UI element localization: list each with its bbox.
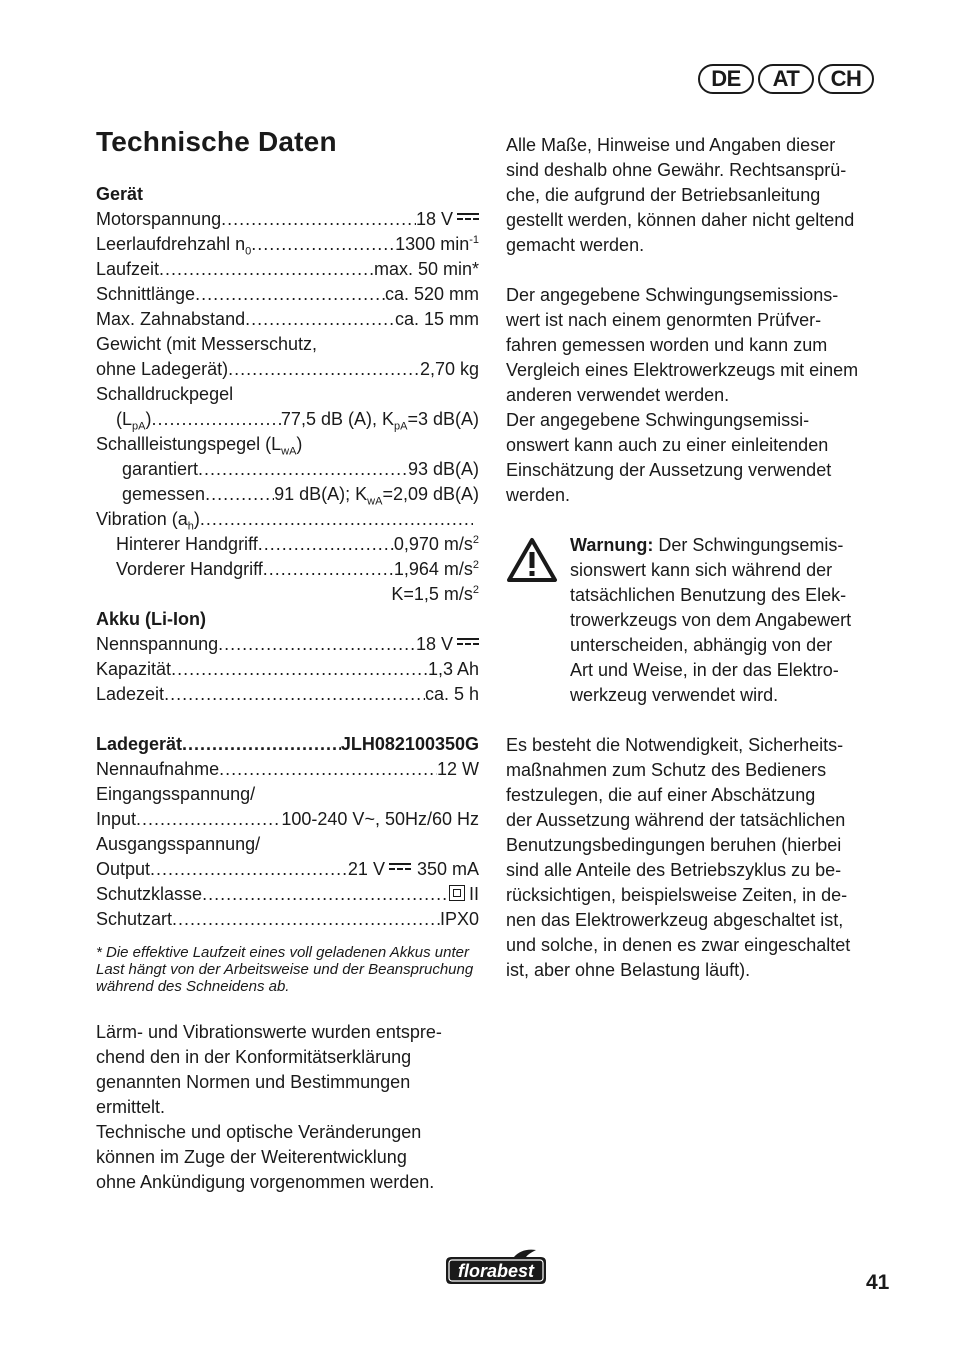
left-column: [96, 182, 479, 1195]
spec-label: ohne Ladegerät): [96, 359, 229, 379]
leader-dots: [200, 507, 473, 532]
spec-value: 1300 $\min^{-1}$: [395, 234, 479, 254]
spec-label: Nennaufnahme: [96, 759, 220, 779]
spec-label: Hinterer Handgriff: [116, 534, 258, 554]
spec-row-ladezeit: [96, 682, 479, 707]
spec-value: 100-240 V~, 50Hz/60 Hz: [281, 809, 479, 829]
leader-dots: [205, 482, 274, 507]
spec-label: Kapazität: [96, 659, 172, 679]
spec-label: Vibration $(a_h)$: [96, 509, 200, 533]
leader-dots: [164, 682, 425, 707]
spec-row-motorspannung: [96, 207, 479, 232]
warning-block: [506, 533, 890, 708]
spec-row-vorderer-handgriff: [96, 557, 479, 582]
spec-value: 2,70 kg: [419, 359, 479, 379]
spec-label: Leerlaufdrehzahl $n_0$: [96, 234, 252, 258]
page-number: 41: [866, 1271, 890, 1294]
section-heading-akku: Akku (Li-Ion): [96, 609, 206, 629]
spec-value: max. 50 min*: [373, 259, 479, 279]
leader-dots: [136, 807, 281, 832]
leader-dots: [218, 632, 416, 657]
leader-dots: [245, 307, 395, 332]
spec-row-nennaufnahme: [96, 757, 479, 782]
leader-dots: [251, 232, 395, 257]
section-heading-geraet: Gerät: [96, 184, 144, 204]
spec-label: Vorderer Handgriff: [116, 559, 263, 579]
protection-class-ii-icon: [449, 885, 465, 901]
leader-dots: [172, 907, 440, 932]
leader-dots: [202, 882, 449, 907]
spec-value: II: [449, 882, 479, 907]
spec-label: Ladegerät: [96, 734, 183, 754]
spec-row-laufzeit: [96, 257, 479, 282]
spec-value: ca. 15 mm: [394, 309, 479, 329]
leader-dots: [198, 457, 408, 482]
direct-current-icon: [389, 863, 411, 873]
spec-row-input: [96, 807, 479, 832]
spec-value: 12 W: [436, 759, 479, 779]
spec-value: 0,970 $m/s^2$: [393, 534, 479, 554]
spec-label: Input: [96, 809, 137, 829]
right-column: [506, 133, 890, 983]
section-heading-ladegeraet: [96, 732, 479, 757]
spec-row-gemessen: [96, 482, 479, 507]
spec-label-schalldruck: Schalldruckpegel: [96, 384, 234, 404]
spec-label: Laufzeit: [96, 259, 160, 279]
spec-row-zahnabstand: [96, 307, 479, 332]
spec-label: Schnittlänge: [96, 284, 196, 304]
paragraph-schwingung: Der angegebene Schwingungsemissions- wert ist nach einem genormten Prüfver- fahren gemessen worden und kann zum Vergleich eines Elektrowerkzeugs mit einem anderen verwendet werden.: [506, 285, 859, 405]
spec-row-leerlaufdrehzahl: [96, 232, 479, 257]
leader-dots: [263, 557, 394, 582]
spec-value: 18 V: [416, 207, 479, 232]
spec-row-garantiert: [96, 457, 479, 482]
badge-de: DE: [698, 64, 754, 94]
leader-dots: [171, 657, 428, 682]
country-badges: [698, 64, 874, 94]
spec-value: 93 dB(A): [407, 459, 479, 479]
leader-dots: [150, 857, 348, 882]
page-title: Technische Daten: [96, 126, 337, 157]
spec-value: 1,964 $m/s^2$: [393, 559, 479, 579]
spec-row-nennspannung: [96, 632, 479, 657]
spec-value: 21 V 350 mA: [347, 859, 479, 879]
spec-row-vibration: [96, 507, 479, 532]
leader-dots: [219, 757, 437, 782]
badge-ch: CH: [818, 64, 874, 94]
spec-row-schnittlaenge: [96, 282, 479, 307]
paragraph-aenderungen: Technische und optische Veränderungen können im Zuge der Weiterentwicklung ohne Ankündigung vorgenommen werden.: [96, 1122, 435, 1192]
spec-label: Motorspannung: [96, 209, 222, 229]
spec-row-kapazitaet: [96, 657, 479, 682]
spec-value: JLH082100350G: [340, 734, 479, 754]
spec-value: 91 dB(A); $K_{wA}=2,09$ dB(A): [274, 484, 479, 508]
paragraph-schwingung-2: Der angegebene Schwingungsemissi- onswert kann auch zu einer einleitenden Einschätzung der Aussetzung verwendet werden.: [506, 410, 832, 505]
spec-label: Ladezeit: [96, 684, 165, 704]
spec-label: Nennspannung: [96, 634, 219, 654]
spec-row-schutzart: [96, 907, 479, 932]
spec-row-hinterer-handgriff: [96, 532, 479, 557]
footnote: * Die effektive Laufzeit eines voll geladenen Akkus unter Last hängt von der Arbeitsweise und der Beanspruchung während des Schneidens ab.: [96, 944, 474, 995]
paragraph-gewaehr: Alle Maße, Hinweise und Angaben dieser sind deshalb ohne Gewähr. Rechtsansprü- che, die aufgrund der Betriebsanleitung gestellt werden, können daher nicht geltend gemacht werden.: [506, 135, 855, 255]
spec-label: Schutzart: [96, 909, 173, 929]
spec-label: Schutzklasse: [96, 884, 203, 904]
spec-value: 77,5 dB (A), $K_{pA}=3$ dB(A): [280, 409, 479, 433]
leader-dots: [195, 282, 385, 307]
spec-label-ausgang: Ausgangsspannung/: [96, 834, 261, 854]
paragraph-sicherheit: Es besteht die Notwendigkeit, Sicherheits- maßnahmen zum Schutz des Bedieners festzulegen, die auf einer Abschätzung der Aussetzung während der tatsächlichen Benutzungsbedingungen beruhen (hierbei sind alle Anteile des Betriebszyklus zu be- rücksichtigen, beispielsweise Zeiten, in de- nen das Elektrowerkzeug abgeschaltet ist, und solche, in denen es zwar eingeschaltet ist, aber ohne Belastung läuft).: [506, 735, 851, 980]
spec-label: garantiert: [122, 459, 199, 479]
spec-value: 1,3 Ah: [427, 659, 479, 679]
svg-text:florabest: florabest: [457, 1261, 535, 1281]
leader-dots: [228, 357, 420, 382]
leader-dots: [182, 732, 341, 757]
spec-label-schallleistung: Schallleistungspegel $(L_{wA})$: [96, 434, 303, 458]
leader-dots: [258, 532, 394, 557]
florabest-logo: [440, 1246, 552, 1295]
direct-current-icon: [457, 213, 479, 223]
spec-label: $(L_{pA})$: [116, 409, 152, 433]
warning-text: Warnung: Der Schwingungsemis- sionswert kann sich während der tatsächlichen Benutzung des Elek- trowerkzeugs von dem Angabewert unterscheiden, abhängig von der Art und Weise, in der das Elektro- werkzeug verwendet wird.: [570, 535, 852, 705]
spec-value: 18 V: [416, 632, 479, 657]
spec-label: Max. Zahnabstand: [96, 309, 246, 329]
spec-row-lpa: [96, 407, 479, 432]
warning-triangle-icon: [506, 533, 570, 708]
spec-value: ca. 5 h: [424, 684, 479, 704]
spec-row-gewicht: [96, 357, 479, 382]
leader-dots: [159, 257, 374, 282]
direct-current-icon: [457, 638, 479, 648]
spec-row-schutzklasse: [96, 882, 479, 907]
leader-dots: [151, 407, 280, 432]
spec-label-gewicht: Gewicht (mit Messerschutz,: [96, 334, 318, 354]
spec-row-output: [96, 857, 479, 882]
leader-dots: [221, 207, 416, 232]
spec-label: gemessen: [122, 484, 206, 504]
warning-label: Warnung:: [570, 535, 654, 555]
spec-value: ca. 520 mm: [384, 284, 479, 304]
spec-value-k: K=1,5 $m/s^2$: [391, 584, 479, 604]
badge-at: AT: [758, 64, 814, 94]
spec-label-eingang: Eingangsspannung/: [96, 784, 256, 804]
spec-label: Output: [96, 859, 151, 879]
spec-value: IPX0: [439, 909, 479, 929]
paragraph-laerm: Lärm- und Vibrationswerte wurden entspre- chend den in der Konformitätserklärung genannten Normen und Bestimmungen ermittelt.: [96, 1022, 442, 1117]
